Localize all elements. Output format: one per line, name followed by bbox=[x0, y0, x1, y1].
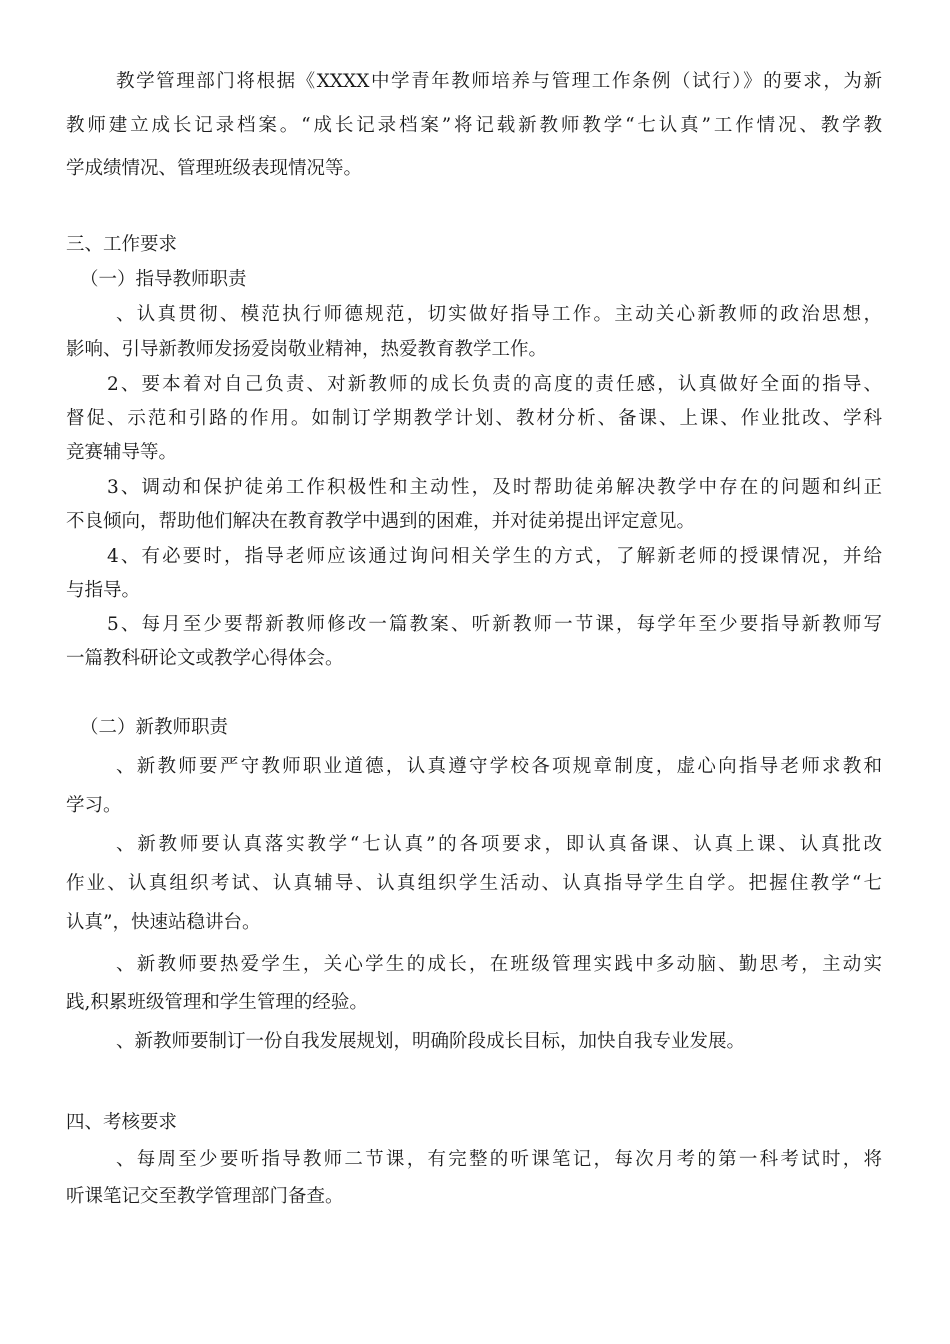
mentor-duty-line: 一篇教科研论文或教学心得体会。 bbox=[66, 648, 344, 669]
intro-line-2: 教师建立成长记录档案。“成长记录档案”将记载新教师教学“七认真”工作情况、教学教 bbox=[66, 115, 882, 136]
mentor-duty-line: 4、有必要时，指导老师应该通过询问相关学生的方式，了解新老师的授课情况，并给 bbox=[107, 546, 882, 567]
mentor-duty-line: 与指导。 bbox=[66, 580, 141, 601]
new-teacher-duty-line: 、新教师要认真落实教学“七认真”的各项要求，即认真备课、认真上课、认真批改 bbox=[116, 834, 882, 855]
intro-line-3: 学成绩情况、管理班级表现情况等。 bbox=[66, 158, 363, 179]
subsection-heading-new-teacher: （二）新教师职责 bbox=[80, 717, 229, 738]
mentor-duty-line: 督促、示范和引路的作用。如制订学期教学计划、教材分析、备课、上课、作业批改、学科 bbox=[66, 408, 882, 429]
mentor-duty-line: 3、调动和保护徒弟工作积极性和主动性，及时帮助徒弟解决教学中存在的问题和纠正 bbox=[107, 477, 882, 498]
intro-line-1: 教学管理部门将根据《XXXX中学青年教师培养与管理工作条例（试行）》的要求，为新 bbox=[116, 71, 882, 92]
mentor-duty-line: 5、每月至少要帮新教师修改一篇教案、听新教师一节课，每学年至少要指导新教师写 bbox=[107, 614, 882, 635]
new-teacher-duty-line: 学习。 bbox=[66, 795, 122, 816]
assessment-line: 、每周至少要听指导教师二节课，有完整的听课笔记，每次月考的第一科考试时，将 bbox=[116, 1149, 882, 1170]
mentor-duty-line: 竞赛辅导等。 bbox=[66, 442, 178, 463]
mentor-duty-line: 2、要本着对自己负责、对新教师的成长负责的高度的责任感，认真做好全面的指导、 bbox=[107, 374, 882, 395]
section-heading-4: 四、考核要求 bbox=[66, 1112, 178, 1133]
section-heading-3: 三、工作要求 bbox=[66, 234, 178, 255]
mentor-duty-line: 、认真贯彻、模范执行师德规范，切实做好指导工作。主动关心新教师的政治思想， bbox=[116, 304, 882, 325]
new-teacher-duty-line: 认真”，快速站稳讲台。 bbox=[66, 912, 261, 933]
new-teacher-duty-line: 、新教师要制订一份自我发展规划，明确阶段成长目标，加快自我专业发展。 bbox=[116, 1031, 746, 1052]
subsection-heading-mentor: （一）指导教师职责 bbox=[80, 269, 247, 290]
mentor-duty-line: 影响、引导新教师发扬爱岗敬业精神，热爱教育教学工作。 bbox=[66, 339, 548, 360]
new-teacher-duty-line: 、新教师要严守教师职业道德，认真遵守学校各项规章制度，虚心向指导老师求教和 bbox=[116, 756, 882, 777]
mentor-duty-line: 不良倾向，帮助他们解决在教育教学中遇到的困难，并对徒弟提出评定意见。 bbox=[66, 511, 696, 532]
new-teacher-duty-line: 作业、认真组织考试、认真辅导、认真组织学生活动、认真指导学生自学。把握住教学“七 bbox=[66, 873, 882, 894]
new-teacher-duty-line: 、新教师要热爱学生，关心学生的成长，在班级管理实践中多动脑、勤思考，主动实 bbox=[116, 954, 882, 975]
assessment-line: 听课笔记交至教学管理部门备查。 bbox=[66, 1186, 344, 1207]
new-teacher-duty-line: 践,积累班级管理和学生管理的经验。 bbox=[66, 992, 368, 1013]
